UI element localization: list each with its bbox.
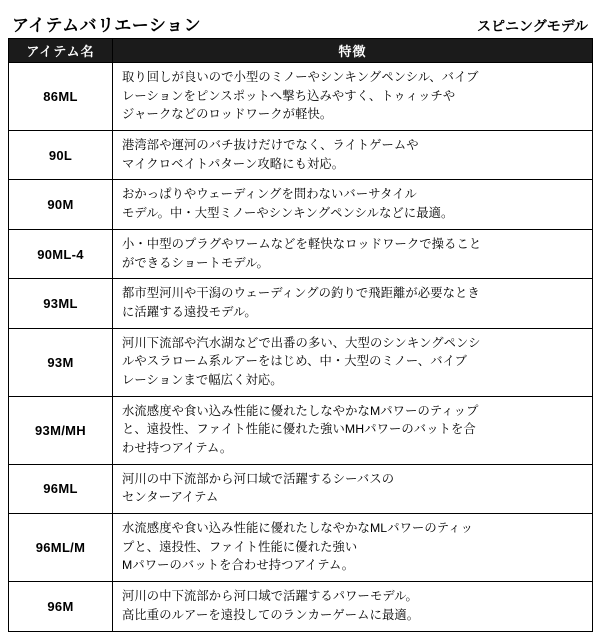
item-name-cell: 93M/MH [9, 396, 113, 464]
item-desc-cell [113, 328, 593, 396]
desc-line: センターアイテム [122, 490, 219, 505]
table-header [9, 39, 593, 63]
desc-line: 水流感度や食い込み性能に優れたしなやかなMパワーのティップ [122, 403, 479, 418]
desc-line: 河川の中下流部から河口域で活躍するシーバスの [122, 471, 395, 486]
desc-line: 高比重のルアーを遠投してのランカーゲームに最適。 [122, 607, 420, 622]
table-row [9, 63, 593, 131]
column-header-feature: 特徴 [113, 39, 593, 63]
desc-line: 河川下流部や汽水湖などで出番の多い、大型のシンキングペンシ [122, 335, 481, 350]
item-desc-cell [113, 131, 593, 180]
desc-line: モデル。中・大型ミノーやシンキングペンシルなどに最適。 [122, 206, 454, 221]
table-row [9, 582, 593, 631]
item-name-cell: 86ML [9, 63, 113, 131]
item-desc-cell [113, 396, 593, 464]
desc-line: ルやスラローム系ルアーをはじめ、中・大型のミノー、バイブ [122, 354, 468, 369]
item-name-cell: 96ML [9, 464, 113, 513]
item-desc-cell [113, 180, 593, 229]
item-name-cell: 90M [9, 180, 113, 229]
desc-line: 取り回しが良いので小型のミノーやシンキングペンシル、バイブ [122, 70, 479, 84]
table-row [9, 328, 593, 396]
table-row [9, 279, 593, 328]
item-desc-cell [113, 464, 593, 513]
desc-line: レーションまで幅広く対応。 [122, 372, 283, 387]
desc-line: 港湾部や運河のバチ抜けだけでなく、ライトゲームや [122, 138, 419, 153]
table-header-row [9, 39, 593, 63]
item-name-cell: 90ML-4 [9, 229, 113, 278]
column-header-item-name: アイテム名 [9, 39, 113, 63]
desc-line: に活躍する遠投モデル。 [122, 304, 257, 319]
item-desc-cell [113, 229, 593, 278]
desc-line: おかっぱりやウェーディングを問わないバーサタイル [122, 187, 417, 202]
desc-line: 水流感度や食い込み性能に優れたしなやかなMLパワーのティッ [122, 521, 474, 536]
title-bar [8, 6, 592, 36]
table-row [9, 464, 593, 513]
desc-line: Mパワーのバットを合わせ持つアイテム。 [122, 558, 355, 573]
desc-line: 都市型河川や干潟のウェーディングの釣りで飛距離が必要なとき [122, 286, 480, 301]
item-name-cell: 93M [9, 328, 113, 396]
table-row [9, 131, 593, 180]
item-name-cell: 90L [9, 131, 113, 180]
item-desc-cell [113, 514, 593, 582]
desc-line: わせ持つアイテム。 [122, 441, 233, 455]
item-variation-table [8, 38, 593, 632]
item-name-cell: 96M [9, 582, 113, 631]
desc-line: ジャークなどのロッドワークが軽快。 [122, 107, 333, 122]
item-desc-cell [113, 582, 593, 631]
page-title: アイテムバリエーション [12, 16, 202, 35]
desc-line: 河川の中下流部から河口域で活躍するパワーモデル。 [122, 589, 418, 604]
item-name-cell: 93ML [9, 279, 113, 328]
table-row [9, 180, 593, 229]
table-row [9, 514, 593, 582]
table-row [9, 229, 593, 278]
item-desc-cell [113, 279, 593, 328]
table-body [9, 63, 593, 632]
table-row [9, 396, 593, 464]
item-name-cell: 96ML/M [9, 514, 113, 582]
desc-line: と、遠投性、ファイト性能に優れた強いMHパワーのバットを合 [122, 422, 476, 437]
desc-line: レーションをピンスポットへ撃ち込みやすく、トゥィッチや [122, 88, 456, 103]
desc-line: ができるショートモデル。 [122, 255, 269, 270]
item-desc-cell [113, 63, 593, 131]
desc-line: マイクロベイトパターン攻略にも対応。 [122, 156, 345, 171]
desc-line: プと、遠投性、ファイト性能に優れた強い [122, 539, 358, 554]
model-label: スピニングモデル [476, 18, 588, 34]
desc-line: 小・中型のプラグやワームなどを軽快なロッドワークで操ること [122, 236, 482, 251]
